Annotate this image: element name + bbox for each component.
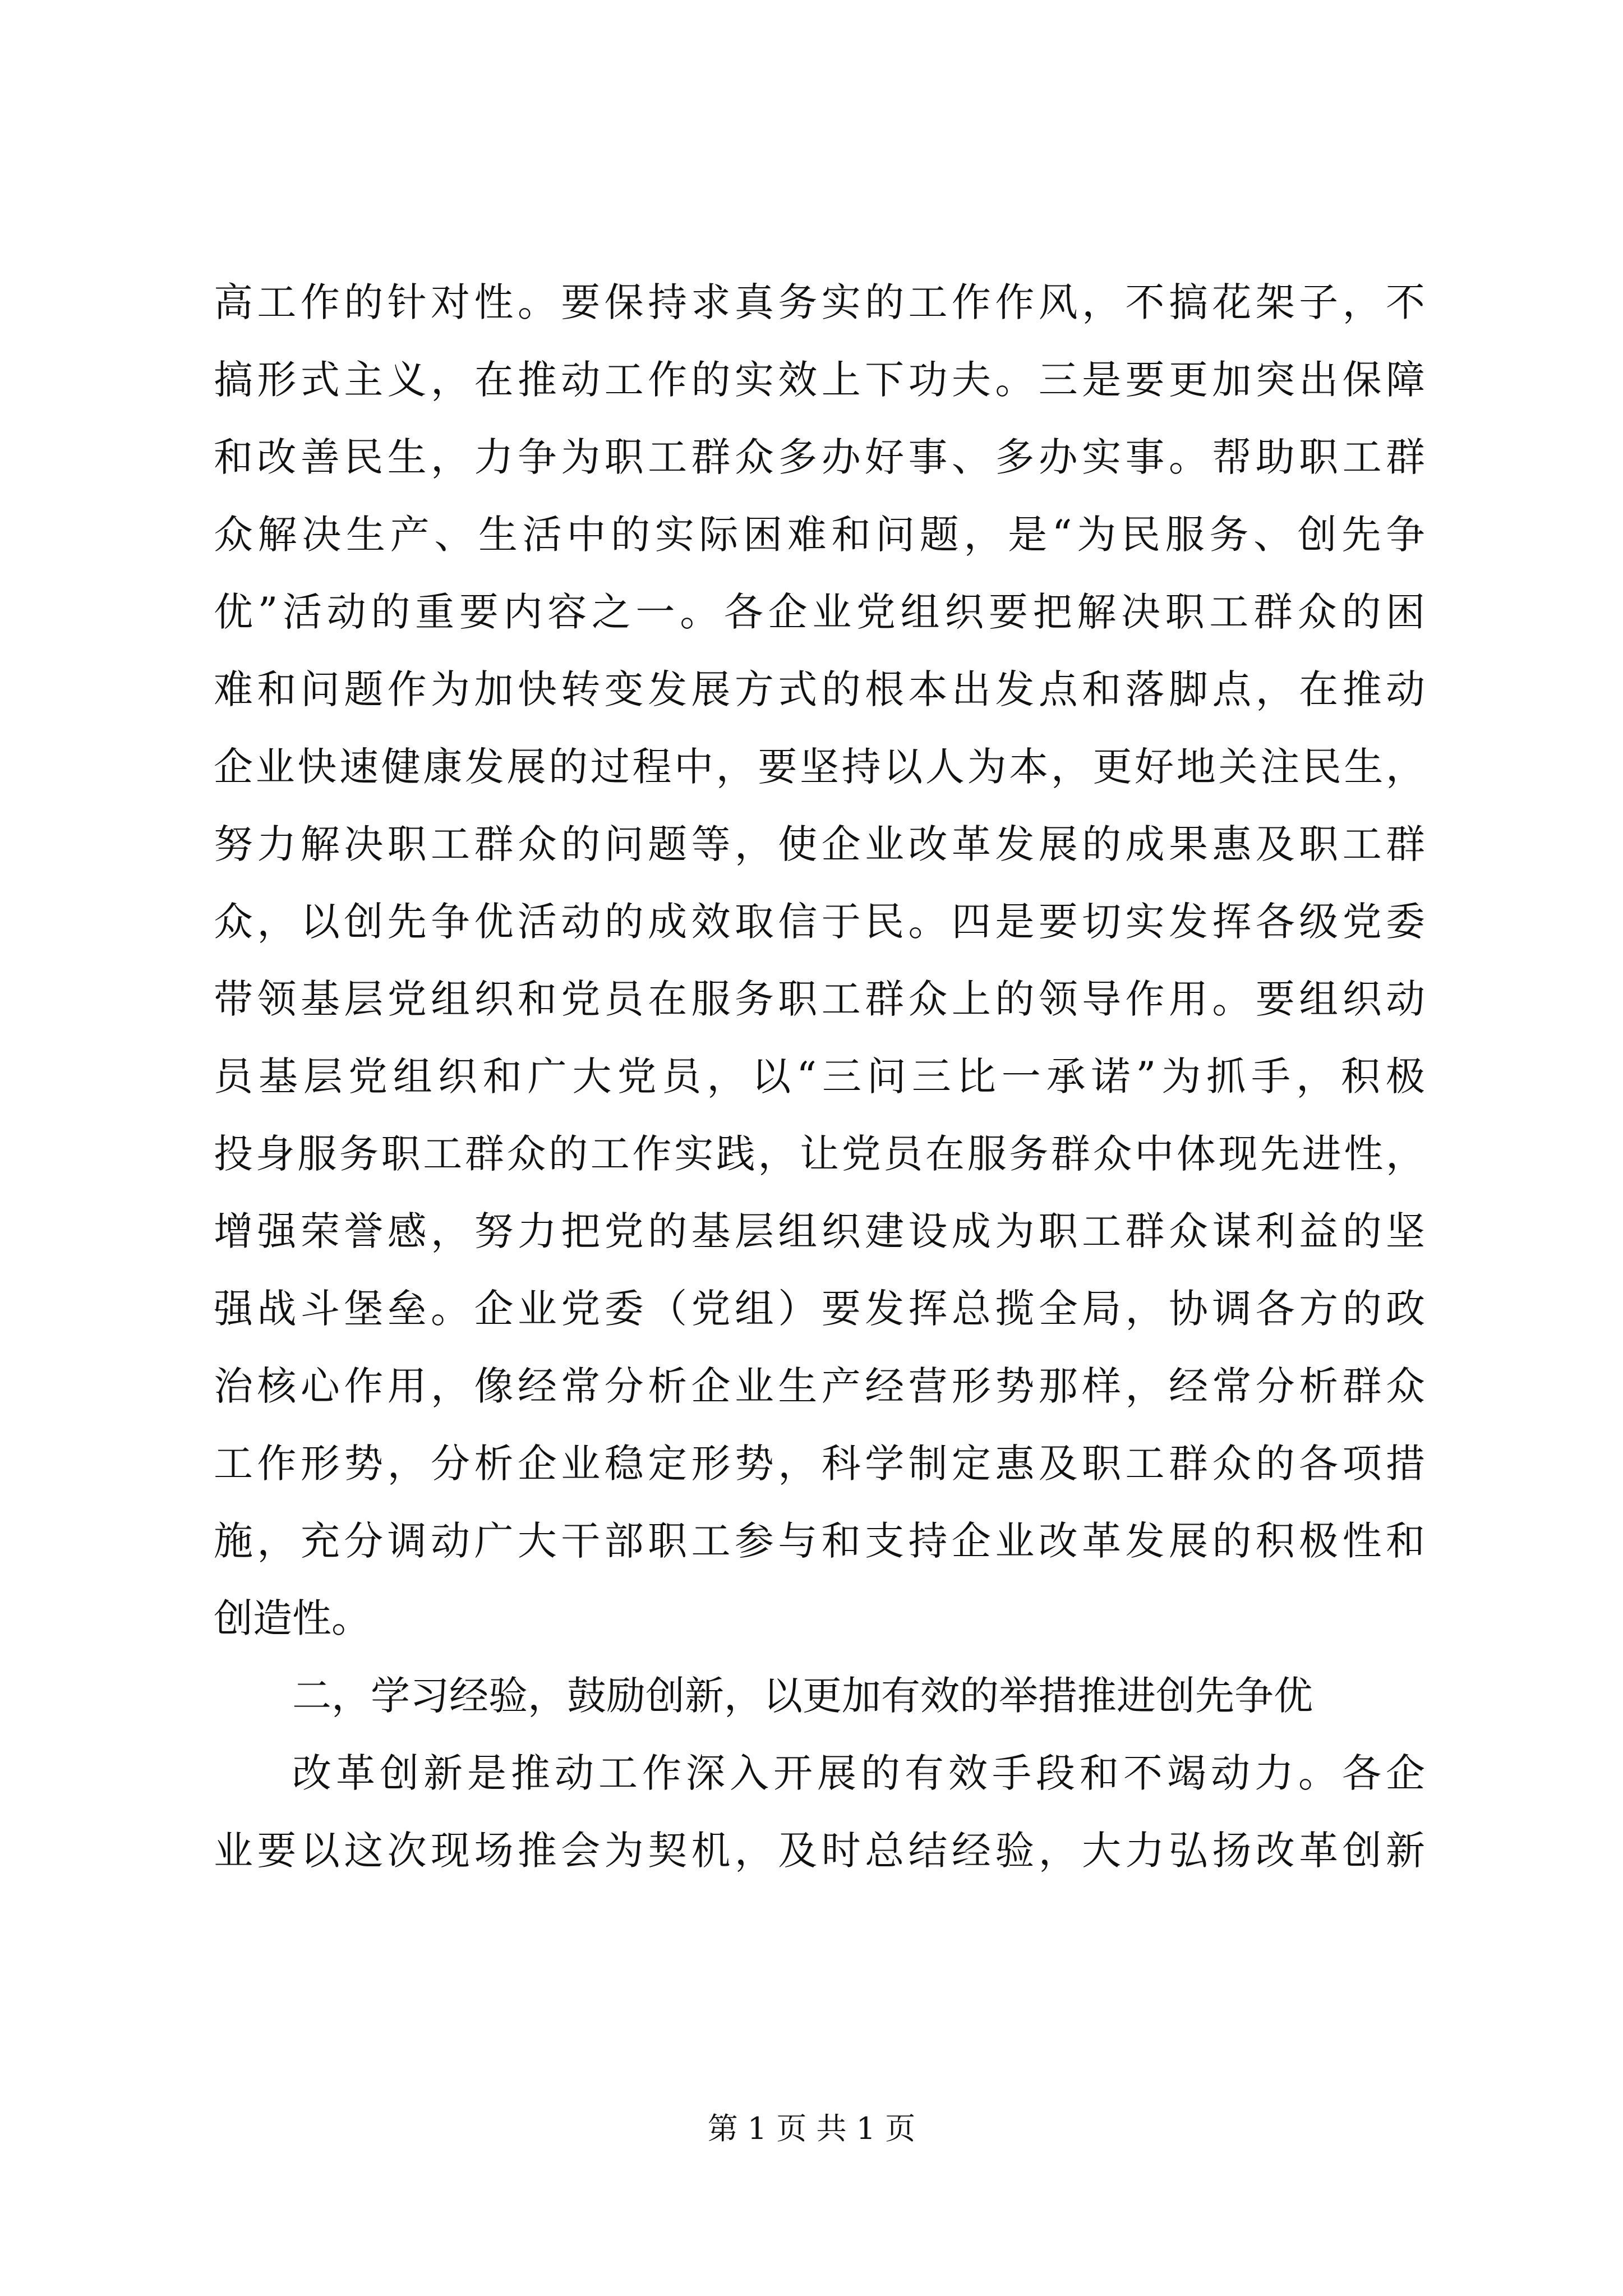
- paragraph-line: 创造性。: [214, 1595, 371, 1641]
- paragraph-line: 努力解决职工群众的问题等，使企业改革发展的成果惠及职工群: [214, 821, 1425, 867]
- paragraph-line: 改革创新是推动工作深入开展的有效手段和不竭动力。各企: [292, 1750, 1425, 1796]
- paragraph-line: 员基层党组织和广大党员，以“三问三比一承诺”为抓手，积极: [214, 1053, 1425, 1099]
- paragraph-line: 强战斗堡垒。企业党委（党组）要发挥总揽全局，协调各方的政: [214, 1286, 1425, 1332]
- document-body: [214, 264, 1425, 1889]
- paragraph-line: 业要以这次现场推会为契机，及时总结经验，大力弘扬改革创新: [214, 1828, 1425, 1874]
- paragraph-line: 治核心作用，像经常分析企业生产经营形势那样，经常分析群众: [214, 1363, 1425, 1409]
- paragraph-line: 施，充分调动广大干部职工参与和支持企业改革发展的积极性和: [214, 1518, 1425, 1564]
- page-number-footer: 第 1 页 共 1 页: [707, 2111, 916, 2146]
- section-heading: 二，学习经验，鼓励创新，以更加有效的举措推进创先争优: [292, 1673, 1313, 1719]
- paragraph-line: 带领基层党组织和党员在服务职工群众上的领导作用。要组织动: [214, 976, 1425, 1022]
- paragraph-line: 和改善民生，力争为职工群众多办好事、多办实事。帮助职工群: [214, 434, 1425, 480]
- paragraph-line: 优”活动的重要内容之一。各企业党组织要把解决职工群众的困: [214, 589, 1425, 635]
- paragraph-line: 众解决生产、生活中的实际困难和问题，是“为民服务、创先争: [214, 512, 1425, 558]
- paragraph-line: 难和问题作为加快转变发展方式的根本出发点和落脚点，在推动: [214, 666, 1425, 712]
- paragraph-line: 企业快速健康发展的过程中，要坚持以人为本，更好地关注民生，: [214, 744, 1425, 790]
- paragraph-line: 高工作的针对性。要保持求真务实的工作作风，不搞花架子，不: [214, 279, 1425, 325]
- paragraph-line: 众，以创先争优活动的成效取信于民。四是要切实发挥各级党委: [214, 899, 1425, 945]
- paragraph-line: 工作形势，分析企业稳定形势，科学制定惠及职工群众的各项措: [214, 1441, 1425, 1487]
- paragraph-line: 搞形式主义，在推动工作的实效上下功夫。三是要更加突出保障: [214, 357, 1425, 403]
- paragraph-line: 投身服务职工群众的工作实践，让党员在服务群众中体现先进性，: [214, 1131, 1425, 1177]
- paragraph-line: 增强荣誉感，努力把党的基层组织建设成为职工群众谋利益的坚: [214, 1208, 1425, 1254]
